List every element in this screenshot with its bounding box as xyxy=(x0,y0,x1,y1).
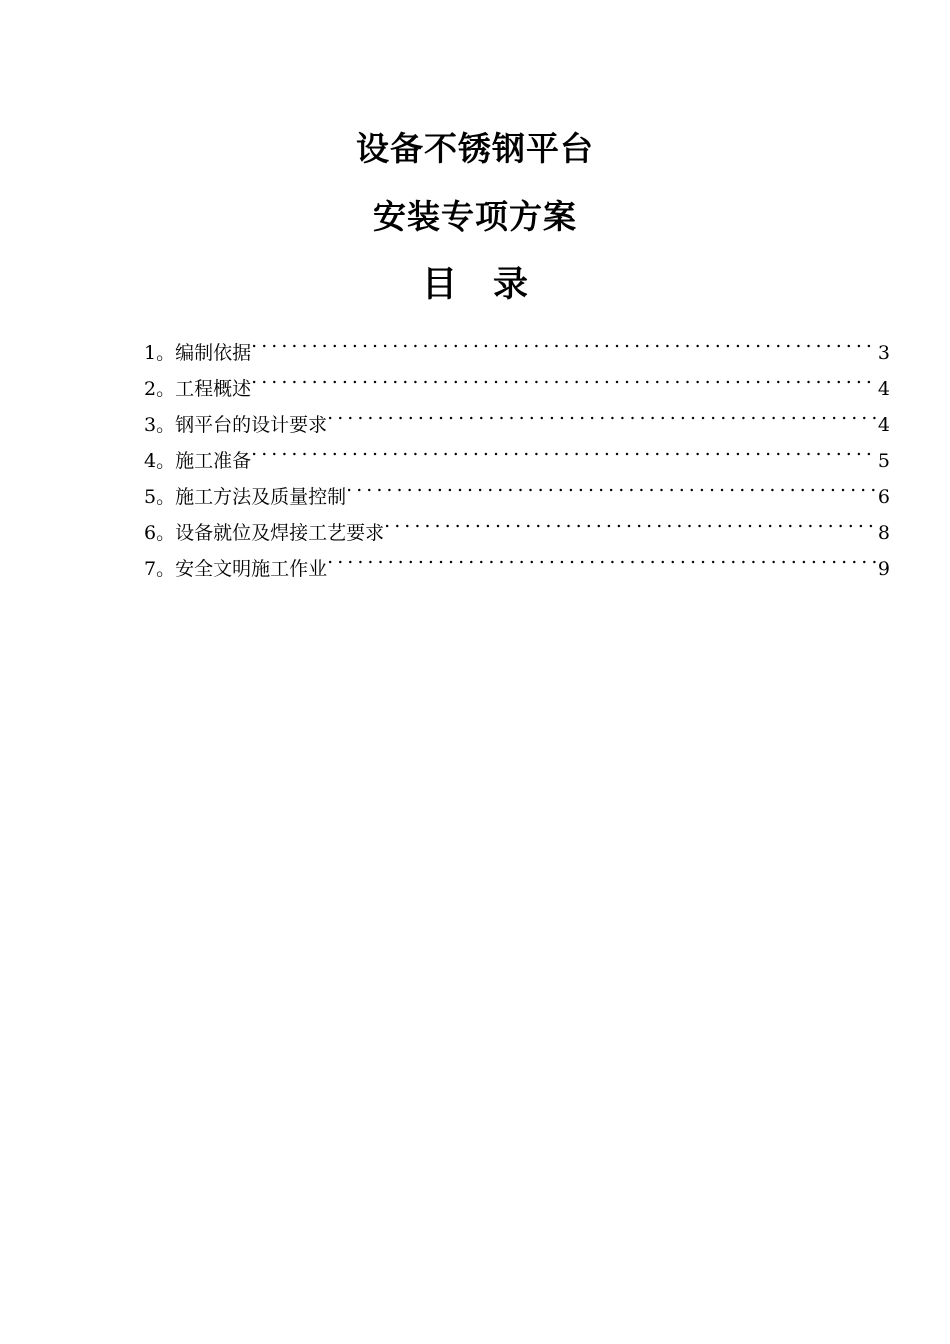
toc-entry[interactable] xyxy=(144,359,890,400)
toc-entry[interactable] xyxy=(144,431,890,472)
toc-entry-text: 钢平台的设计要求 xyxy=(175,414,328,436)
toc-heading-right: 录 xyxy=(493,264,529,305)
document-title-line-2: 安装专项方案 xyxy=(373,197,577,236)
toc-entry-label xyxy=(144,443,251,479)
toc-heading xyxy=(0,264,950,306)
toc-dot-leader xyxy=(327,539,876,575)
toc-entry-text: 施工准备 xyxy=(175,450,252,472)
toc-entry-number: 5。 xyxy=(144,486,176,508)
toc-entry-number: 6。 xyxy=(144,522,176,544)
toc-entry-number: 1。 xyxy=(144,342,176,364)
toc-entry-text: 设备就位及焊接工艺要求 xyxy=(175,522,385,544)
toc-entry-label xyxy=(144,335,251,371)
toc-entry-text: 施工方法及质量控制 xyxy=(175,486,347,508)
toc-entry-page: 4 xyxy=(877,414,890,436)
toc-entry-text: 编制依据 xyxy=(175,342,252,364)
toc-entry-number: 4。 xyxy=(144,450,176,472)
toc-entry-number: 2。 xyxy=(144,378,176,400)
toc-entry-page: 9 xyxy=(877,558,890,580)
toc-entry-text: 安全文明施工作业 xyxy=(175,558,328,580)
toc-dot-leader xyxy=(251,431,876,467)
toc-entry[interactable] xyxy=(144,467,890,508)
toc-dot-leader xyxy=(251,359,876,395)
toc-entry-page: 4 xyxy=(877,378,890,400)
toc-dot-leader xyxy=(251,323,876,359)
toc-entry[interactable] xyxy=(144,395,890,436)
toc-entry-label xyxy=(144,479,346,515)
toc-entry-page: 8 xyxy=(877,522,890,544)
toc-dot-leader xyxy=(327,395,876,431)
toc-entry-page: 3 xyxy=(877,342,890,364)
toc-dot-leader xyxy=(384,503,876,539)
document-title-line-1: 设备不锈钢平台 xyxy=(356,129,594,168)
toc-entry-text: 工程概述 xyxy=(175,378,252,400)
toc-entry-page: 5 xyxy=(877,450,890,472)
toc-entry-label xyxy=(144,551,327,587)
toc-heading-left: 目 xyxy=(421,264,457,305)
toc-dot-leader xyxy=(346,467,876,503)
toc-entry-number: 3。 xyxy=(144,414,176,436)
toc-entry-label xyxy=(144,371,251,407)
toc-list xyxy=(144,323,890,580)
toc-entry[interactable] xyxy=(144,323,890,364)
toc-entry-page: 6 xyxy=(877,486,890,508)
toc-entry-number: 7。 xyxy=(144,558,176,580)
